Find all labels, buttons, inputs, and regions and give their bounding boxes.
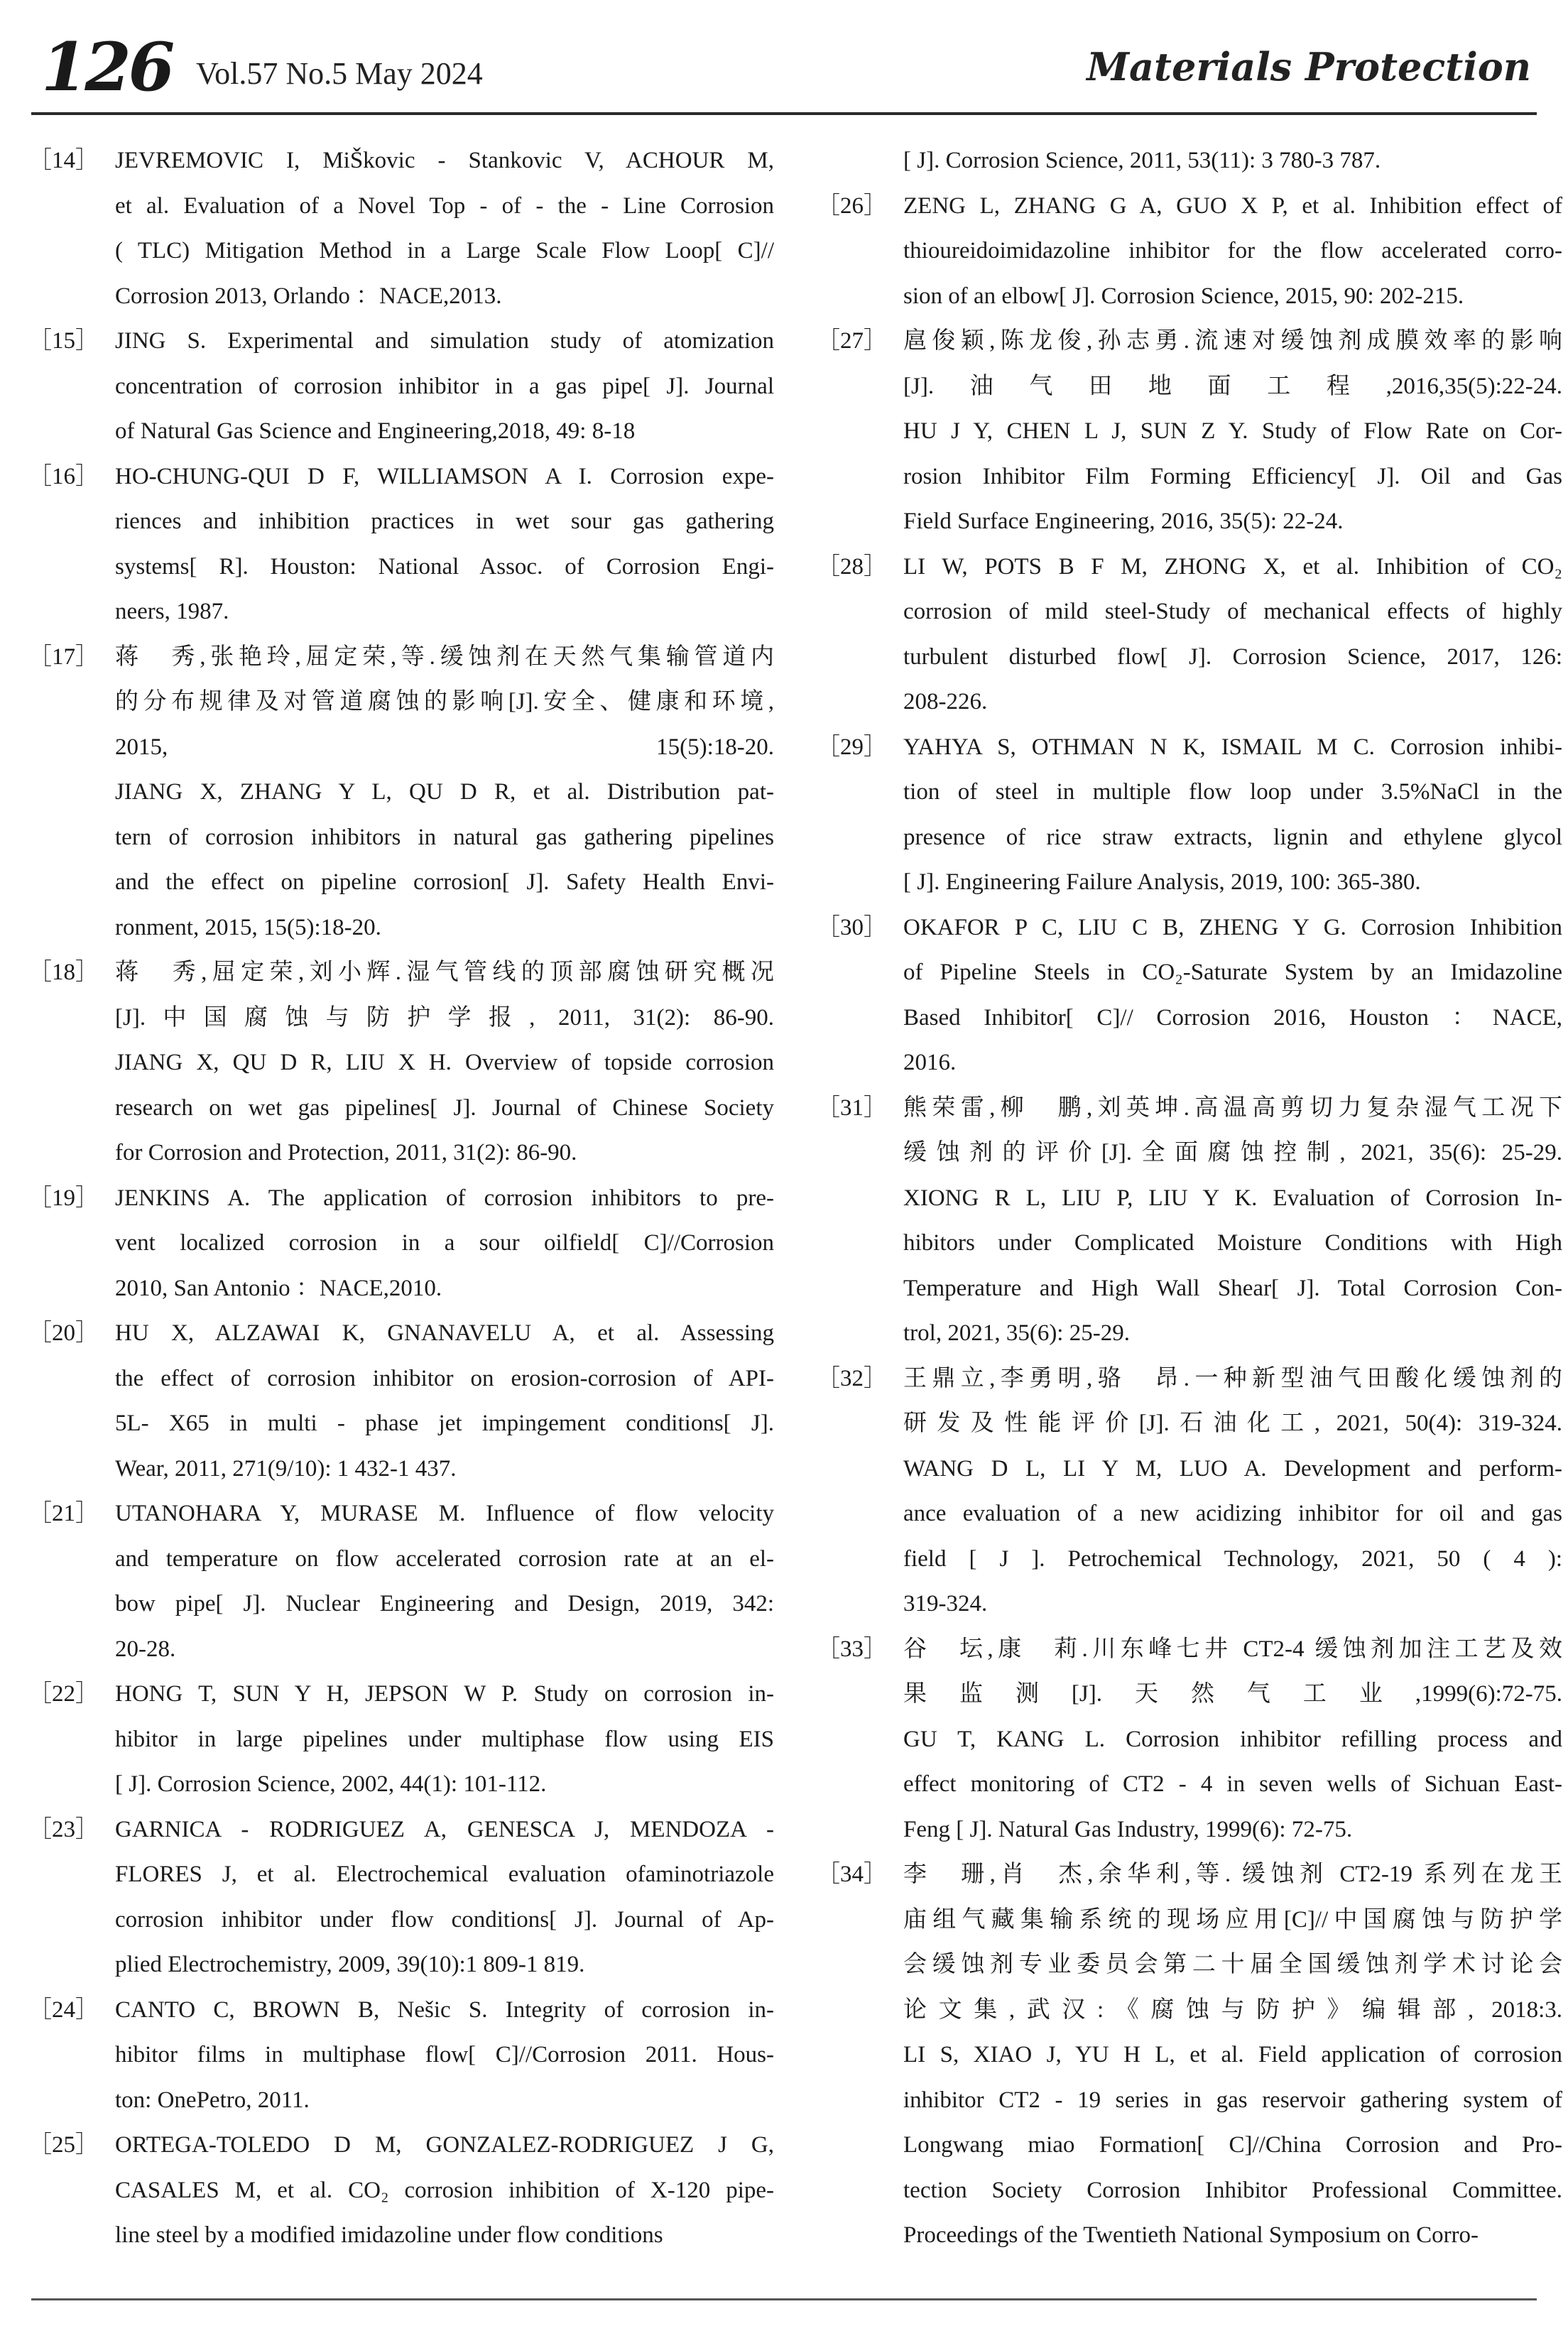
reference-text-line: hibitor in large pipelines under multiphase flow using EIS	[115, 1726, 774, 1752]
reference-text-line: JIANG X, QU D R, LIU X H. Overview of topside corrosion	[115, 1050, 774, 1075]
reference-text-line: and temperature on flow accelerated corrosion rate at an el-	[115, 1545, 774, 1572]
reference-text-line: thioureidoimidazoline inhibitor for the flow accelerated corro-	[903, 238, 1562, 263]
reference-entry	[817, 184, 1562, 320]
reference-text-line: 2016.	[903, 1050, 957, 1075]
reference-entry	[817, 319, 1562, 545]
reference-entry	[817, 138, 1562, 184]
reference-text-line: HU J Y, CHEN L J, SUN Z Y. Study of Flow Rate on Cor-	[903, 418, 1562, 444]
reference-text-line: line steel by a modified imidazoline under flow conditions	[115, 2222, 663, 2248]
reference-text-line: GU T, KANG L. Corrosion inhibitor refilling process and	[903, 1726, 1562, 1752]
reference-entry	[28, 1176, 774, 1312]
reference-text-line: ( TLC) Mitigation Method in a Large Scale Flow Loop[ C]//	[115, 238, 774, 263]
reference-number: ［21］	[28, 1501, 99, 1526]
reference-text-line: systems[ R]. Houston: National Assoc. of Corrosion Engi-	[115, 553, 774, 580]
reference-number: ［23］	[28, 1816, 99, 1842]
reference-text-line: JIANG X, ZHANG Y L, QU D R, et al. Distribution pat-	[115, 779, 774, 805]
reference-entry	[28, 1311, 774, 1491]
reference-text-line: 20-28.	[115, 1636, 176, 1662]
reference-text-line: FLORES J, et al. Electrochemical evaluation ofaminotriazole	[115, 1862, 774, 1887]
reference-text-line: [ J]. Corrosion Science, 2002, 44(1): 101-112.	[115, 1771, 547, 1797]
reference-entry	[28, 1988, 774, 2124]
reference-text-line: rosion Inhibitor Film Forming Efficiency[ J]. Oil and Gas	[903, 463, 1562, 489]
reference-text-line: corrosion of mild steel-Study of mechanical effects of highly	[903, 599, 1562, 624]
issue-info: Vol.57 No.5 May 2024	[196, 56, 483, 91]
reference-entry	[817, 1086, 1562, 1357]
reference-text-line: corrosion inhibitor under flow conditions[ J]. Journal of Ap-	[115, 1906, 774, 1933]
reference-text-line: 王鼎立,李勇明,骆 昂.一种新型油气田酸化缓蚀剂的	[903, 1365, 1562, 1391]
reference-number: ［15］	[28, 328, 99, 354]
reference-text-line: vent localized corrosion in a sour oilfield[ C]//Corrosion	[115, 1230, 774, 1256]
reference-text-line: Temperature and High Wall Shear[ J]. Total Corrosion Con-	[903, 1275, 1562, 1301]
reference-text-line: of Pipeline Steels in CO₂-Saturate System by an Imidazoline	[903, 960, 1562, 985]
reference-text-line: CANTO C, BROWN B, Nešic S. Integrity of corrosion in-	[115, 1996, 774, 2023]
reference-text-line: 果监测[J].天然气工业,1999(6):72-75.	[903, 1681, 1562, 1707]
reference-text-line: XIONG R L, LIU P, LIU Y K. Evaluation of Corrosion In-	[903, 1185, 1562, 1211]
reference-text-line: LI W, POTS B F M, ZHONG X, et al. Inhibition of CO₂	[903, 553, 1562, 580]
reference-text-line: 蒋 秀,屈定荣,刘小辉.湿气管线的顶部腐蚀研究概况	[115, 960, 774, 985]
reference-text-line: concentration of corrosion inhibitor in a gas pipe[ J]. Journal	[115, 373, 774, 399]
reference-text-line: 论文集,武汉:《腐蚀与防护》编辑部, 2018:3.	[903, 1996, 1562, 2023]
reference-text-line: 缓蚀剂的评价[J].全面腐蚀控制, 2021, 35(6): 25-29.	[903, 1140, 1562, 1166]
reference-number: ［22］	[28, 1681, 99, 1707]
reference-text-line: 208-226.	[903, 689, 988, 714]
reference-text-line: tion of steel in multiple flow loop under 3.5%NaCl in the	[903, 779, 1562, 805]
reference-text-line: YAHYA S, OTHMAN N K, ISMAIL M C. Corrosion inhibi-	[903, 734, 1562, 760]
reference-entry	[28, 950, 774, 1176]
page-number: 126	[41, 28, 173, 107]
reference-text-line: ronment, 2015, 15(5):18-20.	[115, 914, 381, 940]
reference-text-line: Proceedings of the Twentieth National Symposium on Corro-	[903, 2222, 1479, 2248]
reference-text-line: 319-324.	[903, 1591, 988, 1617]
reference-text-line: hibitors under Complicated Moisture Conditions with High	[903, 1230, 1562, 1256]
reference-text-line: and the effect on pipeline corrosion[ J]. Safety Health Envi-	[115, 869, 774, 895]
reference-text-line: 会缓蚀剂专业委员会第二十届全国缓蚀剂学术讨论会	[903, 1952, 1562, 1977]
reference-number: ［28］	[817, 553, 887, 580]
reference-number: ［17］	[28, 643, 99, 670]
reference-entry	[28, 635, 774, 951]
reference-text-line: turbulent disturbed flow[ J]. Corrosion Science, 2017, 126:	[903, 643, 1562, 670]
reference-text-line: HONG T, SUN Y H, JEPSON W P. Study on corrosion in-	[115, 1681, 774, 1707]
reference-text-line: ZENG L, ZHANG G A, GUO X P, et al. Inhibition effect of	[903, 192, 1562, 219]
reference-text-line: UTANOHARA Y, MURASE M. Influence of flow velocity	[115, 1501, 774, 1526]
reference-text-line: WANG D L, LI Y M, LUO A. Development and perform-	[903, 1455, 1562, 1482]
reference-text-line: [ J]. Corrosion Science, 2011, 53(11): 3 780-3 787.	[903, 148, 1381, 173]
reference-entry	[28, 319, 774, 455]
reference-number: ［14］	[28, 148, 99, 173]
reference-text-line: [J].中国腐蚀与防护学报, 2011, 31(2): 86-90.	[115, 1004, 774, 1031]
reference-entry	[28, 1491, 774, 1672]
reference-text-line: ton: OnePetro, 2011.	[115, 2087, 310, 2113]
reference-text-line: 李 珊,肖 杰,余华利,等. 缓蚀剂 CT2-19 系列在龙王	[903, 1862, 1562, 1887]
reference-entry	[817, 545, 1562, 725]
reference-text-line: neers, 1987.	[115, 599, 229, 624]
reference-text-line: ance evaluation of a new acidizing inhibitor for oil and gas	[903, 1501, 1562, 1526]
reference-text-line: 扈俊颖,陈龙俊,孙志勇.流速对缓蚀剂成膜效率的影响	[903, 328, 1562, 354]
reference-entry	[28, 2123, 774, 2259]
reference-text-line: for Corrosion and Protection, 2011, 31(2): 86-90.	[115, 1140, 577, 1166]
reference-text-line: CASALES M, et al. CO₂ corrosion inhibition of X-120 pipe-	[115, 2177, 774, 2203]
reference-text-line: Field Surface Engineering, 2016, 35(5): 22-24.	[903, 509, 1344, 534]
reference-entry	[817, 1852, 1562, 2259]
reference-number: ［26］	[817, 192, 887, 219]
reference-text-line: 研发及性能评价[J].石油化工, 2021, 50(4): 319-324.	[903, 1411, 1562, 1436]
reference-text-line: research on wet gas pipelines[ J]. Journal of Chinese Society	[115, 1094, 774, 1121]
reference-text-line: JING S. Experimental and simulation study of atomization	[115, 328, 774, 354]
reference-number: ［20］	[28, 1320, 99, 1346]
reference-text-line: Feng [ J]. Natural Gas Industry, 1999(6): 72-75.	[903, 1816, 1353, 1842]
reference-text-line: 5L- X65 in multi - phase jet impingement conditions[ J].	[115, 1411, 774, 1436]
reference-text-line: Longwang miao Formation[ C]//China Corrosion and Pro-	[903, 2132, 1562, 2158]
reference-column-left	[28, 138, 774, 2259]
reference-number: ［27］	[817, 328, 887, 354]
reference-text-line: 2010, San Antonio ：NACE,2010.	[115, 1275, 442, 1301]
reference-text-line: inhibitor CT2 - 19 series in gas reservoir gathering system of	[903, 2087, 1562, 2113]
reference-number: ［18］	[28, 960, 99, 985]
reference-entry	[28, 138, 774, 319]
reference-text-line: of Natural Gas Science and Engineering,2018, 49: 8-18	[115, 418, 636, 444]
reference-text-line: et al. Evaluation of a Novel Top - of - the - Line Corrosion	[115, 192, 774, 219]
reference-text-line: HU X, ALZAWAI K, GNANAVELU A, et al. Assessing	[115, 1320, 774, 1346]
reference-text-line: 的分布规律及对管道腐蚀的影响[J].安全、健康和环境,	[115, 689, 774, 714]
reference-entry	[817, 725, 1562, 906]
reference-text-line: trol, 2021, 35(6): 25-29.	[903, 1320, 1130, 1346]
reference-text-line: OKAFOR P C, LIU C B, ZHENG Y G. Corrosion Inhibition	[903, 914, 1562, 940]
reference-number: ［30］	[817, 914, 887, 940]
reference-text-line: 2015, 15(5):18-20.	[115, 734, 774, 760]
reference-text-line: 庙组气藏集输系统的现场应用[C]//中国腐蚀与防护学	[903, 1906, 1562, 1933]
reference-entry	[28, 1808, 774, 1988]
reference-text-line: JEVREMOVIC I, MiŠkovic - Stankovic V, ACHOUR M,	[115, 148, 774, 173]
reference-text-line: Based Inhibitor[ C]// Corrosion 2016, Houston ：NACE,	[903, 1004, 1562, 1031]
reference-number: ［19］	[28, 1185, 99, 1211]
reference-text-line: 谷 坛,康 莉.川东峰七井 CT2-4 缓蚀剂加注工艺及效	[903, 1636, 1562, 1662]
reference-text-line: Corrosion 2013, Orlando ：NACE,2013.	[115, 283, 502, 309]
reference-number: ［24］	[28, 1996, 99, 2023]
reference-number: ［25］	[28, 2132, 99, 2158]
reference-text-line: bow pipe[ J]. Nuclear Engineering and Design, 2019, 342:	[115, 1591, 774, 1617]
page-header	[31, 28, 1537, 115]
reference-number: ［31］	[817, 1094, 887, 1121]
reference-text-line: plied Electrochemistry, 2009, 39(10):1 809-1 819.	[115, 1952, 585, 1977]
reference-column-right	[817, 138, 1562, 2259]
reference-text-line: LI S, XIAO J, YU H L, et al. Field application of corrosion	[903, 2042, 1562, 2068]
reference-entry	[28, 455, 774, 635]
reference-number: ［29］	[817, 734, 887, 760]
reference-text-line: ORTEGA-TOLEDO D M, GONZALEZ-RODRIGUEZ J G,	[115, 2132, 774, 2158]
reference-text-line: hibitor films in multiphase flow[ C]//Corrosion 2011. Hous-	[115, 2042, 774, 2068]
reference-number: ［32］	[817, 1365, 887, 1391]
reference-number: ［34］	[817, 1862, 887, 1887]
reference-text-line: sion of an elbow[ J]. Corrosion Science, 2015, 90: 202-215.	[903, 283, 1464, 309]
reference-entry	[817, 906, 1562, 1086]
reference-entry	[817, 1357, 1562, 1627]
journal-title: Materials Protection	[1087, 44, 1531, 89]
reference-text-line: presence of rice straw extracts, lignin and ethylene glycol	[903, 824, 1562, 850]
reference-text-line: tection Society Corrosion Inhibitor Professional Committee.	[903, 2177, 1562, 2203]
reference-text-line: [J].油气田地面工程,2016,35(5):22-24.	[903, 373, 1562, 399]
reference-number: ［33］	[817, 1636, 887, 1662]
reference-text-line: 熊荣雷,柳 鹏,刘英坤.高温高剪切力复杂湿气工况下	[903, 1094, 1562, 1121]
reference-text-line: JENKINS A. The application of corrosion inhibitors to pre-	[115, 1185, 774, 1211]
reference-text-line: the effect of corrosion inhibitor on erosion-corrosion of API-	[115, 1365, 774, 1391]
reference-text-line: tern of corrosion inhibitors in natural gas gathering pipelines	[115, 824, 774, 850]
reference-text-line: Wear, 2011, 271(9/10): 1 432-1 437.	[115, 1455, 457, 1482]
reference-text-line: HO-CHUNG-QUI D F, WILLIAMSON A I. Corrosion expe-	[115, 463, 774, 489]
reference-text-line: [ J]. Engineering Failure Analysis, 2019, 100: 365-380.	[903, 869, 1421, 895]
reference-entry	[817, 1627, 1562, 1853]
reference-text-line: 蒋 秀,张艳玲,屈定荣,等.缓蚀剂在天然气集输管道内	[115, 643, 774, 670]
reference-text-line: GARNICA - RODRIGUEZ A, GENESCA J, MENDOZA -	[115, 1816, 774, 1842]
reference-text-line: field [ J ]. Petrochemical Technology, 2021, 50 ( 4 ):	[903, 1545, 1562, 1572]
reference-text-line: riences and inhibition practices in wet sour gas gathering	[115, 509, 774, 534]
reference-text-line: effect monitoring of CT2 - 4 in seven wells of Sichuan East-	[903, 1771, 1562, 1797]
footer-rule	[31, 2298, 1537, 2300]
reference-number: ［16］	[28, 463, 99, 489]
reference-entry	[28, 1672, 774, 1808]
